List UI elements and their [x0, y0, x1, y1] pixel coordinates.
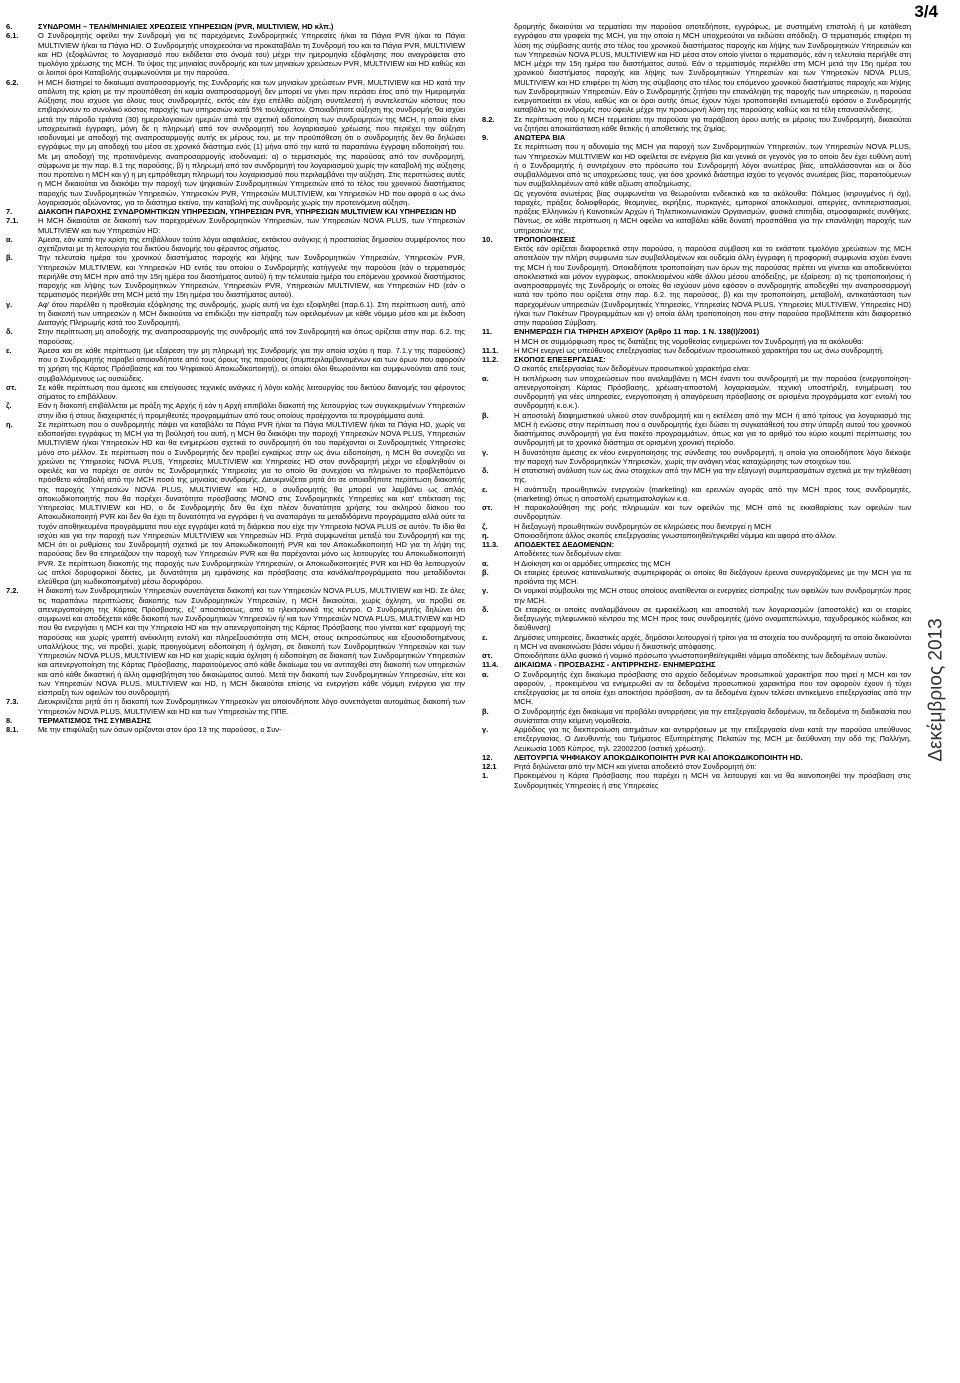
paragraph-number: 11.2.	[482, 355, 499, 364]
paragraph-text: ΑΝΩΤΕΡΑ ΒΙΑ	[514, 133, 566, 142]
paragraph-text: Οποιοσδήποτε άλλος σκοπός επεξεργασίας γνωστοποιηθεί/εγκριθεί νόμιμα και αφορά στο άλλον.	[514, 530, 837, 540]
paragraph-number: δ.	[6, 327, 13, 337]
paragraph	[482, 633, 911, 652]
paragraph-text: Προκειμένου η Κάρτα Πρόσβασης που παρέχει η MCH να λειτουργεί και να θα ικανοποιηθεί την πρόσβαση στις Συνδρομητικές Υπηρεσίες ή στις Υπηρεσίες	[514, 771, 911, 790]
paragraph	[482, 670, 911, 707]
paragraph-text: Η στατιστική ανάλυση των ως άνω στοιχείων από την MCH για την εξαγωγή συμπερασμάτων σχετικά με την τηλεθέαση της.	[514, 466, 911, 485]
paragraph	[482, 549, 911, 558]
paragraph-number: δ.	[482, 466, 489, 475]
paragraph	[482, 522, 911, 531]
paragraph-text: Σε κάθε περίπτωση που άμεσες και επείγουσες τεχνικές ανάγκες ή λόγοι καλής λειτουργίας του δικτύου διανομής του φέροντος σήματος το επιβάλλουν.	[38, 382, 465, 401]
paragraph	[482, 448, 911, 467]
paragraph-number: ζ.	[6, 401, 12, 411]
paragraph-number: δ.	[482, 604, 489, 614]
paragraph-text: Η MCH σε συμμόρφωση προς τις διατάξεις της νομοθεσίας ενημερώνει τον Συνδρομητή για τα ακόλουθα:	[514, 336, 864, 346]
paragraph-number: 11.	[482, 327, 493, 337]
paragraph-number: γ.	[482, 586, 489, 596]
paragraph-number: 11.1.	[482, 345, 499, 355]
paragraph-text: Σε περίπτωση που η MCH τερματίσει την παρούσα για παράβαση όρου αυτής εκ μέρους του Συνδρομητή, δικαιούται να ζητήσει αποκατάσταση κάθε θετικής ή αποθετικής της ζημίας.	[514, 114, 911, 133]
paragraph-number: 6.2.	[6, 77, 19, 87]
paragraph	[482, 485, 911, 504]
section-heading	[482, 133, 911, 142]
paragraph	[482, 346, 911, 355]
paragraph-text: Η δυνατότητα άμεσης εκ νέου ενεργοποίησης της σύνδεσης του συνδρομητή, η οποία για οποιοδήποτε λόγο διέκοψε την παροχή των Συνδρομητικών Υπηρεσιών, χωρίς την ανάγκη νέας καταχώρησης των στοιχείων του.	[514, 447, 911, 466]
paragraph-number: 8.1.	[6, 725, 19, 734]
section-heading	[482, 235, 911, 244]
paragraph-number: η.	[482, 530, 489, 540]
paragraph-text: Η διακοπή των Συνδρομητικών Υπηρεσιών συνεπάγεται διακοπή και των Υπηρεσιών NOVA PLUS, MULTIVIEW και HD. Σε όλες τις παραπάνω περιπτώσεις διακοπής των Συνδρομητικών Υπηρεσιών, η MCH δικαιούται, χωρίς όχληση, να προβεί σε απενεργοποίηση της Κάρτας Πρόσβασης, εξ' αποστάσεως, από το ηλεκτρονικό της κέντρο. Ο Συνδρομητής δηλώνει ότι συμφωνεί και αποδέχεται κάθε διακοπή των Συνδρομητικών Υπηρεσιών ή/ και των Υπηρεσιών NOVA PLUS, MULTIVIEW και HD που θα ενεργήσει η MCH και την Υπηρεσία HD και την απενεργοποίηση της Κάρτας Πρόσβασης που γίνεται κατ' εφαρμογή της παρούσας και χωρίς γραπτή ανέκκλητη εντολή και πληρεξουσιότητα στη MCH, στους εκπροσώπους και εξουσιοδοτημένους υπαλλήλους της, να προβεί, χωρίς προηγούμενη ειδοποίηση ή όχληση, σε διακοπή των Συνδρομητικών Υπηρεσιών και των Υπηρεσιών NOVA PLUS, MULTIVIEW και HD και χωρίς καμία όχληση ή ειδοποίηση σε διακοπή των Συνδρομητικών Υπηρεσιών και απενεργοποίηση της Κάρτας Πρόσβασης, παραιτούμενος από κάθε δικαίωμα του να αντιταχθεί στη διακοπή των υπηρεσιών και από κάθε δικαστική ή άλλη αμφισβήτηση του δικαιώματος αυτού. Μετά την διακοπή των Συνδρομητικών Υπηρεσιών, είτε και των Υπηρεσιών NOVA PLUS, MULTIVIEW και HD, η MCH δικαιούται επίσης να ενεργήσει κάθε νόμιμη ενέργεια για την είσπραξη των οφειλών του συνδρομητή.	[38, 586, 465, 697]
paragraph-number	[482, 337, 514, 346]
paragraph-number: ε.	[6, 345, 12, 355]
paragraph-text: Η MCH ενεργεί ως υπεύθυνος επεξεργασίας των δεδομένων προσωπικού χαρακτήρα του ως άνω συνδρομητή.	[514, 345, 884, 355]
paragraph-number: ε.	[482, 484, 488, 494]
paragraph-number: στ.	[6, 382, 17, 392]
paragraph-number: α.	[6, 234, 13, 244]
paragraph-text: Οι εταιρίες οι οποίες αναλαμβάνουν σε εμφακέλωση και αποστολή των λογαριασμών (αποστολές) και οι εταιρίες διεξαγωγής τηλεφωνικού κέντρου της MCH προς τους συνδρομητές (μόνο ονοματεπώνυμο, ταχυδρομικός κώδικας και διεύθυνση)	[514, 604, 911, 633]
paragraph	[6, 327, 465, 346]
paragraph-number: β.	[482, 706, 489, 716]
paragraph	[482, 466, 911, 485]
paragraph-text: ΣΥΝΔΡΟΜΗ – ΤΕΛΗ/ΜΗΝΙΑΙΕΣ ΧΡΕΩΣΕΙΣ ΥΠΗΡΕΣΙΩΝ (PVR, MULTIVIEW, HD κλπ.)	[38, 22, 334, 31]
paragraph-number: 7.1.	[6, 216, 19, 226]
section-heading	[482, 753, 911, 762]
paragraph-number: β.	[6, 253, 13, 263]
paragraph-text: Η ανάπτυξη προωθητικών ενεργειών (marketing) και ερευνών αγοράς από την MCH προς τους συνδρομητές, (marketing) όπως η αποστολή ερωτηματολογίων κ.α.	[514, 484, 911, 503]
side-date-container	[922, 560, 952, 820]
paragraph	[6, 235, 465, 254]
paragraph	[6, 31, 465, 77]
paragraph-text: Η διεξαγωγή προωθητικών συνδρομητών σε κληρώσεις που διενεργεί η MCH	[514, 521, 772, 531]
paragraph-text: Σε περίπτωση που ο συνδρομητής πάψει να καταβάλει τα Πάγια PVR ή/και τα Πάγια MULTIVIEW ή/και τα Πάγια HD, χωρίς να ειδοποιήσει εγγράφως τη MCH για τη βούλησή του αυτή, η MCH θα διακόψει την παροχή Υπηρεσιών NOVA PLUS, Υπηρεσιών MULTIVIEW ή/και Υπηρεσιών HD και θα ενημερώσει σχετικά το συνδρομητή ότι του παρέχονται οι Συνδρομητικές Υπηρεσίες μόνο στο μέλλον. Σε περίπτωση που ο Συνδρομητής δεν προβεί εγκαίρως στην ως άνω ειδοποίηση, η MCH θα συνεχίζει να χρεώνει τις Υπηρεσίες NOVA PLUS, Υπηρεσίες MULTIVIEW και Υπηρεσίες HD στον συνδρομητή μέχρι να εξοφληθούν οι οφειλές και να παρέχει σε αυτόν τις Συνδρομητικές Υπηρεσίες για το οποίο θα συνεχίσει να πληρώνει το προβλεπόμενο πρόσθετο κάταβολή από την MCH ποσό της μηνιαίας συνδρομής. Διευκρινίζεται ρητά ότι σε οποιαδήποτε περίπτωση διακοπής της παροχής Υπηρεσιών NOVA PLUS, MULTIVIEW και HD, ο συνδρομητής θα μπορεί να λαμβάνει ως απλός αποκωδικοποιητής που θα παρέχει δυνατότητα πρόσβασης ΜΟΝΟ στις Συνδρομητικές Υπηρεσίες και κατ' επέκταση της Υπηρεσίας MULTIVIEW και HD, ο δε Συνδρομητής δεν θα έχει πλέον δυνατότητα χρήσης του σκληρού δίσκου του Αποκωδικοποιητή PVR και δεν θα έχει τη δυνατότητα να εγγράφει ή να αναπαράγει τα μεταδιδόμενα προγράμματα αλλά ούτε τα τυχόν αποθηκευμένα προγράμματα που είχε εγγράψει κατά τη διάρκεια που είχε την Υπηρεσία NOVA PLUS σε αυτόν. Το ίδιο θα ισχύει και για την παροχή των Υπηρεσιών MULTIVIEW και Υπηρεσιών HD. Ρητά συμφωνείται μεταξύ του Συνδρομητή και της MCH ότι οι ρυθμίσεις του Συνδρομητή σχετικά με τον Αποκωδικοποιητή PVR και τον Αποκωδικοποιητή HD για τη λήψη της παρούσας δεν θα επηρεάζουν την παροχή των Υπηρεσιών PVR και θα παρέχονται μόνο ως λειτουργίες του Αποκωδικοποιητή PVR. Σε περίπτωση διακοπής της παροχής των Συνδρομητικών Υπηρεσιών, οι Αποκωδικοποιητές PVR και HD θα λειτουργούν ως απλοί δορυφορικοί δέκτες, με δυνατότητα μη εμφάνισης και πρόσβασης στα κανάλια/προγράμματα που μεταδίδονται ελεύθερα (μη κωδικοποιημένα) μέσω δορυφόρου.	[38, 419, 465, 586]
paragraph-number: ε.	[482, 632, 488, 642]
paragraph-text: ΔΙΑΚΟΠΗ ΠΑΡΟΧΗΣ ΣΥΝΔΡΟΜΗΤΙΚΩΝ ΥΠΗΡΕΣΙΩΝ, ΥΠΗΡΕΣΙΩΝ PVR, ΥΠΗΡΕΣΙΩΝ MULTIVIEW ΚΑΙ ΥΠΗΡΕΣΙΩΝ HD	[38, 207, 457, 216]
paragraph-number: 12.	[482, 752, 493, 762]
paragraph-number: 8.2.	[482, 114, 495, 124]
side-date: Δεκέμβριος 2013	[926, 618, 947, 762]
paragraph	[482, 707, 911, 726]
paragraph-number	[482, 549, 514, 558]
paragraph-number	[482, 244, 514, 327]
paragraph-number: ζ.	[482, 521, 488, 531]
paragraph-number: 9.	[482, 133, 489, 142]
paragraph	[482, 586, 911, 605]
section-heading	[482, 355, 911, 364]
paragraph-text: Οι εταιρίες έρευνας καταναλωτικής συμπεριφοράς οι οποίες θα διεξάγουν έρευνα συνεργαζόμενες με την MCH για τα προϊόντα της MCH.	[514, 567, 911, 586]
paragraph-number: α.	[482, 558, 489, 568]
paragraph	[482, 364, 911, 373]
paragraph-text: Άμεσα και σε κάθε περίπτωση (με εξαίρεση την μη πληρωμή της Συνδρομής για την οποία ισχύει η παρ. 7.1.γ της παρούσας) που ο Συνδρομητής παραβεί οποιονδήποτε από τους όρους της παρούσας (συμπεριλαμβανομένων και των όρων που αφορούν τη χρήση της Κάρτας Πρόσβασης και του Ψηφιακού Αποκωδικοποιητή), οι οποίοι όλοι θεωρούνται και συμφωνούνται από τους συμβαλλόμενους ως ουσιώδεις.	[38, 345, 465, 383]
paragraph-text: Αφ' ότου παρέλθει η προθεσμία εξόφλησης της συνδρομής, χωρίς αυτή να έχει εξοφληθεί (παρ.6.1). Στη περίπτωση αυτή, από τη διακοπή των υπηρεσιών η MCH δικαιούται να επιδιώξει την είσπραξη των οφειλομένων με κάθε νόμιμο μέσο και με έκδοση Διαταγής Πληρωμής κατά του Συνδρομητή.	[38, 299, 465, 327]
paragraph-number: η.	[6, 419, 13, 429]
paragraph-number: 7.	[6, 207, 13, 216]
paragraph	[482, 115, 911, 134]
paragraph	[6, 300, 465, 328]
page-number: 3/4	[914, 2, 938, 21]
paragraph	[482, 374, 911, 411]
paragraph	[6, 383, 465, 402]
paragraph-number: β.	[482, 567, 489, 577]
section-heading	[482, 540, 911, 549]
paragraph-number: α.	[482, 669, 489, 679]
paragraph-text: Την τελευταία ημέρα του χρονικού διαστήματος παροχής και λήψης των Συνδρομητικών Υπηρεσιών, Υπηρεσιών PVR, Υπηρεσιών MULTIVIEW, και Υπηρεσιών HD εντός του οποίου ο Συνδρομητής κατήγγειλε την παρούσα (εάν ο τερματισμός περιήλθε στη MCH πριν από την 15η ημέρα του διαστήματος αυτού) ή την τελευταία ημέρα του επόμενου χρονικού διαστήματος παροχής και λήψης των Συνδρομητικών Υπηρεσιών, Υπηρεσιών PVR, Υπηρεσιών MULTIVIEW, και Υπηρεσιών HD (εάν ο τερματισμός περιήλθε στη MCH μετά την 15η ημέρα του διαστήματος αυτού).	[38, 253, 465, 300]
paragraph-number: 6.	[6, 22, 13, 31]
paragraph-text: Η Διοίκηση και οι αρμόδιες υπηρεσίες της MCH	[514, 558, 671, 568]
paragraph-text: ΕΝΗΜΕΡΩΣΗ ΓΙΑ ΤΗΡΗΣΗ ΑΡΧΕΙΟΥ (Άρθρο 11 παρ. 1 Ν. 138(I)/2001)	[514, 327, 760, 337]
paragraph	[482, 568, 911, 587]
paragraph-number: στ.	[482, 651, 493, 660]
paragraph	[482, 337, 911, 346]
paragraph-text: Οποιοδήποτε άλλο φυσικό ή νομικό πρόσωπο γνωστοποιηθεί/εγκριθεί νόμιμα αποδέκτης των δεδομένων αυτών.	[514, 651, 888, 660]
paragraph-text: Εκτός εάν ορίζεται διαφορετικά στην παρούσα, η παρούσα σύμβαση και το εκάστοτε τιμολόγιο χρεώσεων της MCH αποτελούν την πλήρη συμφωνία των συμβαλλομένων και ουδεμία άλλη έγγραφη ή προφορική συμφωνία ισχύει έναντι της MCH ή του Συνδρομητή. Οποιαδήποτε τροποποίηση των όρων της παρούσας πρέπει να γίνεται και αποδεικνύεται αποκλειστικά και μόνον εγγράφως, αποκλειομένου κάθε άλλου μέσου απόδειξης, με εξαίρεση: α) τις τροποποιήσεις ή αναπροσαρμογές της Συνδρομής οι οποίες θα ισχύουν μόνο εφόσον ο συνδρομητής αποδεχθεί την αναπροσαρμογή κατά τον τρόπο που ορίζεται στην παρ. 6.2. της παρούσας, β) και την τροποποίηση, μεταβολή, αντικατάσταση των παρεχομένων υπηρεσιών (Συνδρομητικές Υπηρεσίες, Υπηρεσίες NOVA PLUS, Υπηρεσίες MULTIVIEW, Υπηρεσίες HD) ή/και των Πακέτων Προγραμμάτων και γ) οποία άλλη τροποποίηση που στην παρούσα προβλέπεται κάτι διαφορετικό στην παρούσα Σύμβαση.	[514, 244, 911, 327]
paragraph	[482, 762, 911, 771]
paragraph-text: ΛΕΙΤΟΥΡΓΙΑ ΨΗΦΙΑΚΟΥ ΑΠΟΚΩΔΙΚΟΠΟΙΗΤΗ PVR ΚΑΙ ΑΠΟΚΩΔΙΚΟΠΟΙΗΤΗ HD.	[514, 752, 803, 762]
paragraph-text: Αρμόδιος για τις διεκπεραίωση αιτημάτων και αντιρρήσεων με την επεξεργασία είναι κατά την παρούσα υπεύθυνος επεξεργασίας. Ο Διευθυντής του Τμήματος Εξυπηρέτησης Πελατών της MCH με διεύθυνση την οδό της Παλλήνη, Λευκωσία 1065 Κύπρος, τηλ. 22002200 (αστική χρέωση).	[514, 725, 911, 753]
left-column	[6, 22, 465, 1378]
paragraph	[482, 651, 911, 660]
paragraph	[6, 401, 465, 420]
paragraph-text: Ως γεγονότα ανωτέρας βίας συμφωνείται να θεωρούνται ενδεικτικά και τα ακόλουθα: Πόλεμος (κηρυγμένος ή όχι), ταραχές, πράξεις δολιοφθοράς, θεομηνίες, εκρήξεις, πυρκαγιές, εμπορικοί αποκλεισμοί, απεργίες, αντιπερισπασμοί, πράξεις Ελληνικών ή Κοινοτικών Αρχών ή Τηλεπικοινωνιακών Οργανισμών, φυσικά επιτηδία, ατμοσφαιρικές συνθήκες. Πάντως, σε κάθε περίπτωση η MCH οφείλει να καταβάλει κάθε δυνατή προσπάθεια για την επανάληψη παροχής των υπηρεσιών της.	[514, 188, 911, 235]
paragraph-text: Η εκπλήρωση των υποχρεώσεων που αναλαμβάνει η MCH έναντι του συνδρομητή με την παρούσα (ενεργοποίηση-απενεργοποίηση Κάρτας Πρόσβασης, χρέωση-αποστολή λογαριασμών, τεχνική υποστήριξη, ενημέρωση του συνδρομητή για νέες υπηρεσίες, ενεργοποίηση ή απαγόρευση πρόσβασης σε ορισμένα προγράμματα κατ' εντολή του συνδρομητή κ.ο.κ.).	[514, 373, 911, 411]
paragraph-number: γ.	[482, 447, 489, 457]
paragraph-text: Η MCH δικαιούται σε διακοπή των παρεχομένων Συνδρομητικών Υπηρεσιών, των Υπηρεσιών NOVA PLUS, των Υπηρεσιών MULTIVIEW και των Υπηρεσιών HD:	[38, 216, 465, 235]
paragraph-number: 1.	[482, 771, 489, 781]
paragraph-number: 8.	[6, 715, 13, 725]
paragraph-number	[482, 189, 514, 235]
paragraph-text: ΑΠΟΔΕΚΤΕΣ ΔΕΔΟΜΕΝΩΝ:	[514, 540, 615, 549]
paragraph	[6, 346, 465, 383]
paragraph-text: δρομητής δικαιούται να τερματίσει την παρούσα οποτεδήποτε, εγγράφως, με συστημένη επιστολή ή με κατάθεση εγγράφου στα γραφεία της MCH, για την οποία η MCH υποχρεούται να εκδώσει απόδειξη. Ο τερματισμός επιφέρει τη λύση της σύμβασης αυτής στο τέλος του χρονικού διαστήματος παροχής και λήψης των Συνδρομητικών Υπηρεσιών και των Υπηρεσιών NOVA PLUS, MULTIVIEW και HD μέσα στον οποίο γίνεται ο τερματισμός, εάν η τελευταία περιήλθε στη MCH μέχρι την 15η ημέρα του διαστήματος αυτού. Εάν ο τερματισμός περιέλθει στη MCH μετά την 15η ημέρα του χρονικού διαστήματος παροχής και λήψης των Συνδρομητικών Υπηρεσιών και των Υπηρεσιών NOVA PLUS, MULTIVIEW και HD επιφέρει τη λύση της σύμβασης στο τέλος του επόμενου χρονικού διαστήματος παροχής και λήψης των Συνδρομητικών Υπηρεσιών. Εάν ο Συνδρομητής ζητήσει την επανάληψη της παροχής των υπηρεσιών, η παρούσα ενεργοποιείται εκ νέου, καθώς και οι όροι αυτής όπως έχουν τύχει τροποποιηθεί εντωμεταξύ εφόσον ο Συνδρομητής καταβάλει τις συνδρομές που όφειλε μέχρι την προσωρινή λύση της παρούσης καθώς και τα τέλη επανασύνδεσης.	[514, 22, 911, 115]
paragraph	[482, 22, 911, 115]
paragraph-number: στ.	[482, 503, 493, 512]
paragraph	[482, 605, 911, 633]
paragraph-number: 11.3.	[482, 540, 499, 549]
paragraph-text: Αποδέκτες των δεδομένων είναι:	[514, 549, 622, 559]
paragraph-text: Δημόσιες υπηρεσίες, δικαστικές αρχές, δημόσιοι λειτουργοί ή τρίτοι για τα στοιχεία του συνδρομητή τα οποία δικαιούνται η MCH να ανακοινώσει βάσει νόμου ή δικαστικής απόφασης.	[514, 632, 911, 651]
paragraph	[482, 244, 911, 327]
paragraph	[482, 189, 911, 235]
paragraph-number	[482, 22, 514, 115]
paragraph	[482, 503, 911, 522]
paragraph-number: α.	[482, 373, 489, 383]
paragraph-number: 6.1.	[6, 31, 19, 41]
paragraph-text: Στην περίπτωση μη αποδοχής της αναπροσαρμογής της συνδρομής από τον Συνδρομητή και όπως ορίζεται στην παρ. 6.2. της παρούσας.	[38, 327, 465, 346]
paragraph-number	[482, 142, 514, 188]
paragraph-text: Ο Συνδρομητής έχει δικαίωμα πρόσβασης στο αρχείο δεδομένων προσωπικού χαρακτήρα που τηρεί η MCH και τον αφορούν, , προκειμένου να ενημερωθεί αν τα δεδομένα προσωπικού χαρακτήρα που τον αφορούν έχουν ή τύχει επεξεργασίας με τα οποία έχει αποκτήσει πρόσβαση, αν τα δεδομένα έχουν τελέσει αντικείμενο επεξεργασίας από την MCH.	[514, 669, 911, 707]
paragraph	[6, 216, 465, 235]
paragraph-text: Ο σκοπός επεξεργασίας των δεδομένων προσωπικού χαρακτήρα είναι:	[514, 364, 751, 374]
paragraph	[6, 420, 465, 587]
paragraph-text: Εάν η διακοπή επιβάλλεται με πράξη της Αρχής ή εάν η Αρχή επιτιβάλει διακοπή της λειτουργίας των συγκεκριμένων Υπηρεσιών στην ίδια ή στους διαχειριστές ή προμηθευτές προγραμμάτων από τους οποίους προέρχονται τα προγράμματα αυτά.	[38, 401, 465, 420]
paragraph-text: ΤΕΡΜΑΤΙΣΜΟΣ ΤΗΣ ΣΥΜΒΑΣΗΣ	[38, 715, 152, 725]
paragraph-number: β.	[482, 410, 489, 420]
right-column	[482, 22, 911, 1378]
paragraph-text: Άμεσα, εάν κατά την κρίση της επιβάλλουν τούτο λόγοι ασφαλείας, εκτάκτου ανάγκης ή προστασίας δημοσίου συμφέροντος που σχετίζονται με τη λειτουργία του δικτύου διανομής του φέροντος σήματος.	[38, 234, 465, 253]
paragraph-text: ΤΡΟΠΟΠΟΙΗΣΕΙΣ	[514, 234, 576, 244]
paragraph-text: Με την επιφύλαξη των όσων ορίζονται στον όρο 13 της παρούσας, ο Συν-	[38, 725, 282, 734]
section-heading	[482, 327, 911, 336]
paragraph-number: 7.2.	[6, 586, 19, 596]
paragraph-text: Η αποστολή διαφημιστικού υλικού στον συνδρομητή και η εκτέλεση από την MCH ή από τρίτους για λογαριασμό της MCH ή ενώσεις στην περίπτωση που ο συνδρομητής έχει δώσει τη συγκατάθεσή του στην ύπαρξη αυτού του χρονικού διαστήματος συνδρομητή για ένα πακέτο προγραμμάτων, όπως και για το αριθμό του κύριο κουμπί περίπτωσης του συνδρομητή με το χρονικό διάστημα σε ορισμένη χρονική περίοδο.	[514, 410, 911, 448]
paragraph-number: 10.	[482, 234, 493, 244]
paragraph	[482, 531, 911, 540]
paragraph	[482, 411, 911, 448]
section-heading	[482, 660, 911, 669]
paragraph-text: Η παρακολούθηση της ροής πληρωμών και των οφειλών της MCH από τις εκκαθαρίσεις των οφειλών των συνδρομητών.	[514, 503, 911, 522]
paragraph-text: Ρητά δηλώνεται από την MCH και γίνεται αποδεκτό στον Συνδρομητή ότι:	[514, 762, 757, 771]
paragraph	[482, 725, 911, 753]
paragraph-number: γ.	[6, 299, 13, 309]
paragraph	[482, 771, 911, 790]
section-heading	[6, 716, 465, 725]
paragraph	[6, 78, 465, 208]
paragraph-text: ΣΚΟΠΟΣ ΕΠΕΞΕΡΓΑΣΙΑΣ:	[514, 355, 606, 364]
paragraph	[6, 697, 465, 716]
paragraph	[6, 253, 465, 299]
paragraph-text: Η MCH διατηρεί το δικαίωμα αναπροσαρμογής της Συνδρομής και των μηνιαίων χρεώσεων PVR, MULTIVIEW και HD κατά την απόλυτη της κρίση με την προϋπόθεση ότι καμία αναπροσαρμογή δεν μπορεί να γίνει πριν περάσει έτος από την Ημερομηνία Αύξησης που ισχυσε για όλους τους συνδρομητές, εκτός εάν έχει επέλθει αύξηση συντελεστή ή συντελεστών κόστους που επιβαρύνουν το συνολικό κόστος παροχής των υπηρεσιών κατά 5% τουλάχιστον. Οποιαδήποτε αύξηση της συνδρομής θα ισχύει μετά την πάροδο τριάντα (30) ημερολογιακών ημερών από την σχετική ειδοποίηση των συνδρομητών της MCH, η οποία είναι υποχρεωτικά έγγραφη, μόνη δε η πληρωμή από τον συνδρομητή του λογαριασμού χρέωσης που περιέχει την αύξηση ισοδυναμεί με αποδοχή της αναπροσαρμογής αυτής εκ μέρους του, με την προϋπόθεση ότι ο συνδρομητής δεν θα δηλώσει εγγράφως την μη αποδοχή του μέσα σε χρονικό διάστημα ενός (1) μήνα από την κατά τα παραπάνω έγγραφη ειδοποίησή του. Με μη αποδοχή της προτεινόμενης αναπροσαρμογής ισοδυναμεί: α) ο τερματισμός της παρούσας από τον συνδρομητή, σύμφωνα με την παρ. 8.1 της παρούσης, β) η πληρωμή από τον συνδρομητή του λογαριασμού χωρίς την καταβολή της αύξησης που προτείνει η MCH και γ) η μη εμπρόθεσμη πληρωμή του λογαριασμού που περιλαμβάνει την αύξηση. Στις περιπτώσεις αυτές η MCH δικαιούται να διακόψει την παροχή των ψηφιακών Συνδρομητικών Υπηρεσιών από το τέλος του χρονικού διαστήματος παροχής των Συνδρομητικών Υπηρεσιών, Υπηρεσιών PVR, Υπηρεσιών MULTIVIEW, και Υπηρεσιών HD που αφορά ο ως άνω λογαριασμός αξιώνοντας, για το διάστημα εκείνο, την καταβολή της συνδρομής χωρίς την προτεινόμενη αύξηση.	[38, 77, 465, 207]
section-heading	[6, 207, 465, 216]
paragraph	[482, 559, 911, 568]
paragraph-text: Ο Συνδρομητής οφείλει την Συνδρομή για τις παρεχόμενες Συνδρομητικές Υπηρεσίες ή/και τα Πάγια PVR ή/και τα Πάγια MULTIVIEW ή/και τα Πάγια HD. Ο Συνδρομητής υποχρεούται να προκαταβάλει τη Συνδρομή του και τα Πάγια PVR, MULTIVIEW και HD (εξοφλώντας το λογαριασμό που εκδίδεται στο όνομά του) μέχρι την ημερομηνία εξόφλησης που αναγράφεται στο τιμολόγιο χρέωσης της MCH. Το ύψος της μηνιαίας συνδρομής και των μηνιαίων χρεώσεων PVR, MULTIVIEW και HD καθώς και οι λοιποί όροι Καταβολής συμφωνούνται με την παρούσα.	[38, 31, 465, 78]
paragraph-text: ΔΙΚΑΙΩΜΑ - ΠΡΟΣΒΑΣΗΣ - ΑΝΤΙΡΡΗΣΗΣ- ΕΝΗΜΕΡΩΣΗΣ	[514, 660, 716, 670]
paragraph	[482, 142, 911, 188]
paragraph-text: Ο Συνδρομητής έχει δικαίωμα να προβάλει αντιρρήσεις για την επεξεργασία δεδομένων, τα δεδομένα τη διαδικασία που συνίσταται στην κείμενη νομοθεσία.	[514, 706, 911, 725]
paragraph-number	[482, 364, 514, 373]
paragraph	[6, 586, 465, 697]
paragraph-number: 7.3.	[6, 697, 19, 707]
paragraph-number: γ.	[482, 725, 489, 734]
paragraph-text: Σε περίπτωση που η αδυναμία της MCH για παροχή των Συνδρομητικών Υπηρεσιών, των Υπηρεσιών NOVA PLUS, των Υπηρεσιών MULTIVIEW και HD οφείλεται σε ενέργεια βία και γενικά σε γεγονός για το οποίο δεν έχει ευθύνη αυτή ή ο Συνδρομητής ή συντρέχουν στο πρόσωπο του Συνδρομητή λόγοι ανωτέρας βίας, απαλλάσσονται και οι δύο συμβαλλόμενοι από τις υποχρεώσεις τους, για όσο χρονικό διάστημα ισχύει το γεγονός ανωτέρας βίας, παραιτούμενων των συμβαλλομένων από κάθε αξίωση αποζημίωσης.	[514, 142, 911, 189]
paragraph-text: Οι νομικοί σύμβουλοι της MCH στους οποίους ανατίθενται οι ενεργείες είσπραξης των οφειλών των συνδρομητών προς την MCH.	[514, 586, 911, 605]
paragraph-number: 11.4.	[482, 660, 499, 670]
section-heading	[6, 22, 465, 31]
paragraph-text: Διευκρινίζεται ρητά ότι η διακοπή των Συνδρομητικών Υπηρεσιών για οποιονδήποτε λόγο συνεπάγεται αυτομάτως διακοπή των Υπηρεσιών NOVA PLUS, MULTIVIEW και HD και των Υπηρεσιών της ΠΠΕ.	[38, 697, 465, 716]
paragraph-number: 12.1	[482, 762, 497, 771]
paragraph	[6, 725, 465, 734]
